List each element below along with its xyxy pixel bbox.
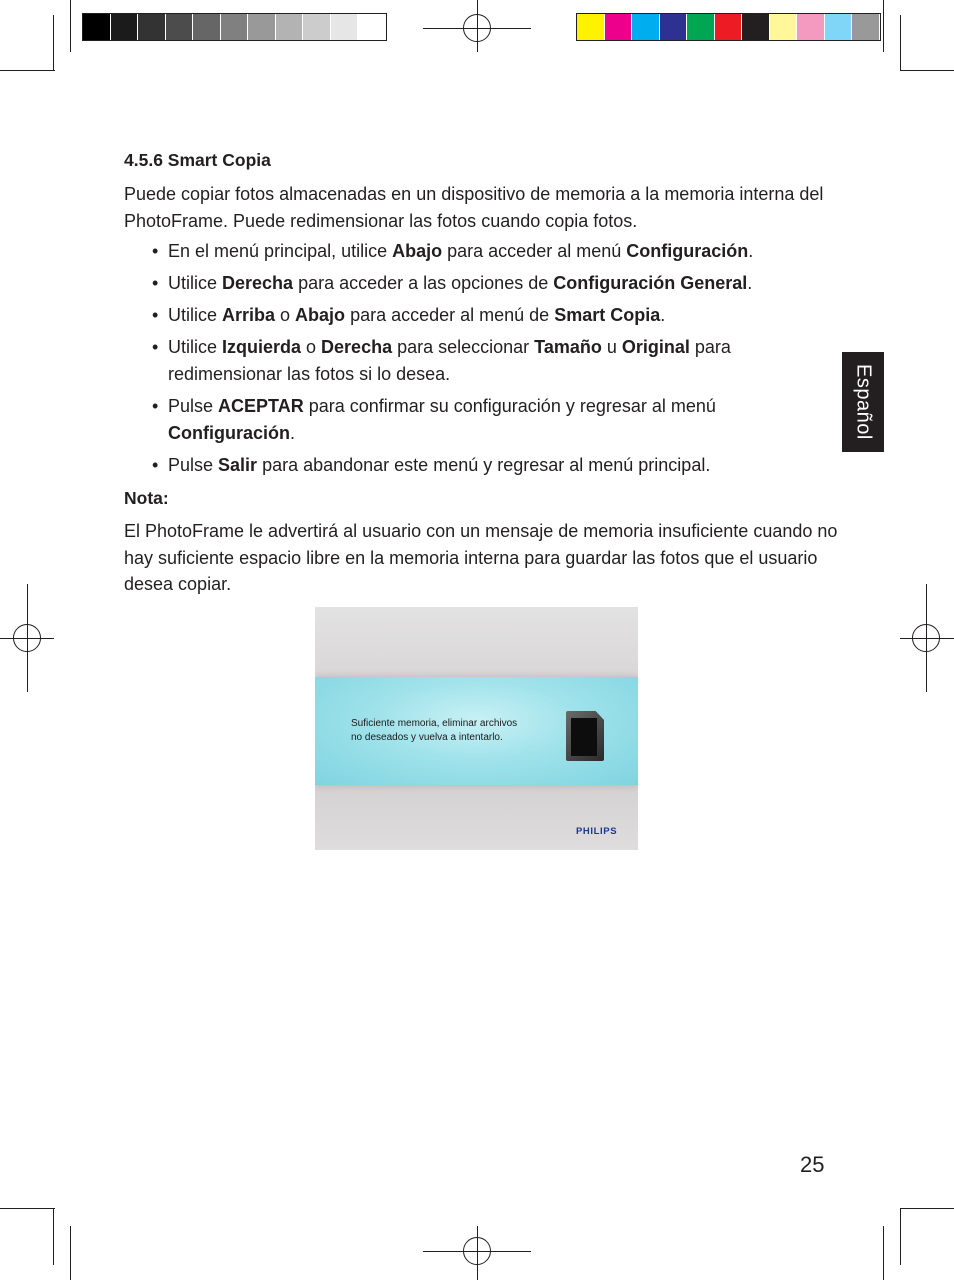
warning-message [351,717,561,744]
list-item: • Pulse Salir para abandonar este menú y regresar al menú principal. [152,452,842,479]
warning-message-line-1: Suficiente memoria, eliminar archivos [351,718,518,729]
color-swatch [111,14,139,40]
color-swatch [742,14,770,40]
section-title: 4.5.6 Smart Copia [124,150,271,170]
color-swatch [193,14,221,40]
color-swatch [632,14,660,40]
color-swatch [248,14,276,40]
page-number: 25 [800,1152,825,1177]
bullet-dot: • [152,396,159,416]
color-swatch [577,14,605,40]
list-item: • Pulse ACEPTAR para confirmar su configuración y regresar al menú Configuración. [152,393,842,447]
grayscale-color-bar [83,14,386,40]
bullet-dot: • [152,455,159,475]
color-swatch [221,14,249,40]
list-item: • Utilice Izquierda o Derecha para seleccionar Tamaño u Original para redimensionar las fotos si lo desea. [152,334,842,388]
color-swatch [660,14,688,40]
color-swatch [797,14,825,40]
color-swatch [605,14,633,40]
color-swatch [166,14,194,40]
list-item: • Utilice Derecha para acceder a las opciones de Configuración General. [152,270,842,297]
color-swatch [331,14,359,40]
intro-paragraph: Puede copiar fotos almacenadas en un dispositivo de memoria a la memoria interna del PhotoFrame. Puede redimensionar las fotos cuando copia fotos. [124,184,824,231]
note-paragraph: El PhotoFrame le advertirá al usuario con un mensaje de memoria insuficiente cuando no hay suficiente espacio libre en la memoria interna para guardar las fotos que el usuario desea copiar. [124,521,838,594]
language-tab-label: Español [852,364,875,440]
color-swatch [852,14,880,40]
color-swatch [276,14,304,40]
device-screenshot [315,607,638,850]
warning-message-line-2: no deseados y vuelva a intentarlo. [351,731,503,743]
process-color-bar [577,14,880,40]
note-label: Nota: [124,488,169,508]
color-swatch [687,14,715,40]
color-swatch [303,14,331,40]
color-swatch [770,14,798,40]
color-swatch [138,14,166,40]
brand-logo: PHILIPS [576,826,618,837]
bullet-dot: • [152,305,159,325]
color-swatch [715,14,743,40]
color-swatch [825,14,853,40]
sd-card-icon [566,711,604,761]
list-item: • Utilice Arriba o Abajo para acceder al menú de Smart Copia. [152,302,842,329]
bullet-dot: • [152,273,159,293]
list-item: • En el menú principal, utilice Abajo para acceder al menú Configuración. [152,238,842,265]
color-swatch [83,14,111,40]
color-swatch [358,14,386,40]
language-tab [842,352,884,452]
instruction-list [152,238,842,484]
bullet-dot: • [152,337,159,357]
bullet-dot: • [152,241,159,261]
